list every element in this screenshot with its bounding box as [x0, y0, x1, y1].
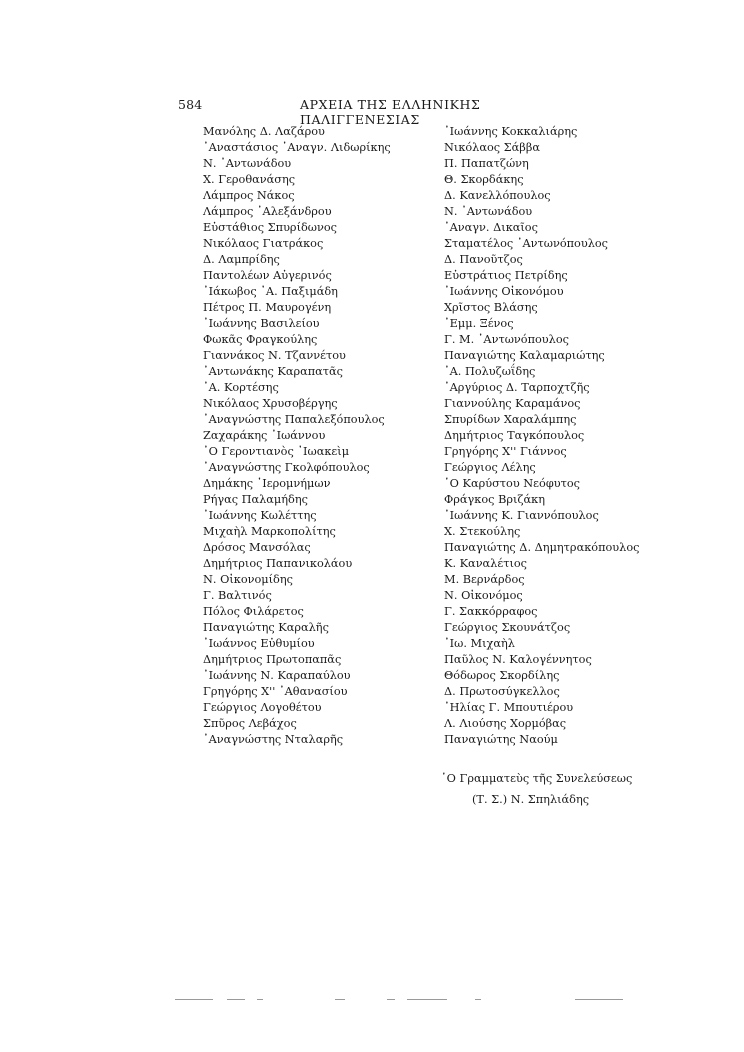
- signatory-name: Λάμπρος Νάκος: [203, 189, 295, 202]
- signatory-name: Δ. Πανοῦτζος: [444, 253, 523, 266]
- signatory-name: Φωκᾶς Φραγκούλης: [203, 333, 318, 346]
- signatory-name: Δημάκης ῾Ιερομνήμων: [203, 477, 331, 490]
- signatory-name: ᾿Ιωάννης Κοκκαλιάρης: [444, 125, 578, 138]
- signatory-name: ᾿Α. Κορτέσης: [203, 381, 279, 394]
- signatory-name: Δημήτριος Ταγκόπουλος: [444, 429, 585, 442]
- signatory-name: Χ. Στεκούλης: [444, 525, 521, 538]
- signatory-name: Δ. Κανελλόπουλος: [444, 189, 551, 202]
- signatory-name: Δημήτριος Πρωτοπαπᾶς: [203, 653, 342, 666]
- signatory-name: Δ. Πρωτοσύγκελλος: [444, 685, 560, 698]
- signatory-name: ᾿Αναγνώστης Παπαλεξόπουλος: [203, 413, 385, 426]
- signatory-name: ᾿Ιωάννης Οἰκονόμου: [444, 285, 564, 298]
- signatory-name: Παντολέων Αὐγερινός: [203, 269, 332, 282]
- signatory-name: Εὐστράτιος Πετρίδης: [444, 269, 568, 282]
- signatory-name: Ζαχαράκης ᾿Ιωάννου: [203, 429, 326, 442]
- signatory-name: Ν. ᾿Αντωνάδου: [203, 157, 292, 170]
- signatory-name: Γεώργιος Λέλης: [444, 461, 536, 474]
- signatory-name: Παναγιώτης Δ. Δημητρακόπουλος: [444, 541, 640, 554]
- signatory-name: Σπυρίδων Χαραλάμπης: [444, 413, 577, 426]
- signatory-name: ᾿Ιωάννος Εὐθυμίου: [203, 637, 315, 650]
- secretary-name: (Τ. Σ.) Ν. Σπηλιάδης: [472, 793, 590, 806]
- signatory-name: Ρήγας Παλαμήδης: [203, 493, 308, 506]
- signatory-name: Γ. Σακκόρραφος: [444, 605, 538, 618]
- signatory-name: Νικόλαος Γιατράκος: [203, 237, 324, 250]
- signatory-name: Σταματέλος ᾿Αντωνόπουλος: [444, 237, 609, 250]
- signatory-name: Μανόλης Δ. Λαζάρου: [203, 125, 325, 138]
- signatory-name: ᾿Ο Γεροντιανὸς ᾿Ιωακεὶμ: [203, 445, 350, 458]
- signatory-name: Δρόσος Μανσόλας: [203, 541, 311, 554]
- signatory-name: Κ. Καναλέτιος: [444, 557, 528, 570]
- signatory-name: Χ. Γεροθανάσης: [203, 173, 296, 186]
- signatory-name: ᾿Ιάκωβος ᾿Α. Παξιμάδη: [203, 285, 338, 298]
- signatory-name: Δ. Λαμπρίδης: [203, 253, 280, 266]
- signatories-left-column: [203, 124, 391, 748]
- signatory-name: Ν. Οἰκονόμος: [444, 589, 523, 602]
- signatories-right-column: [444, 124, 639, 748]
- signatory-name: Θ. Σκορδάκης: [444, 173, 524, 186]
- signatory-name: Γεώργιος Σκουνάτζος: [444, 621, 571, 634]
- scan-edge-marks: [175, 998, 625, 1002]
- signatory-name: Πόλος Φιλάρετος: [203, 605, 304, 618]
- signatory-name: Γ. Μ. ᾿Αντωνόπουλος: [444, 333, 569, 346]
- signatory-name: ῾Ο Καρύστου Νεόφυτος: [444, 477, 580, 490]
- signatory-name: Νικόλαος Χρυσοβέργης: [203, 397, 338, 410]
- signatory-name: ᾿Αντωνάκης Καραπατᾶς: [203, 365, 343, 378]
- signatory-name: Χρῖστος Βλάσης: [444, 301, 538, 314]
- signatory-name: Δημήτριος Παπανικολάου: [203, 557, 353, 570]
- signatory-name: ᾿Αναστάσιος ᾿Αναγν. Λιδωρίκης: [203, 141, 391, 154]
- signatory-name: Λάμπρος ᾿Αλεξάνδρου: [203, 205, 332, 218]
- signatory-name: Νικόλαος Σάββα: [444, 141, 540, 154]
- signatory-name: Ν. ᾿Αντωνάδου: [444, 205, 533, 218]
- signatory-name: ᾿Ηλίας Γ. Μπουτιέρου: [444, 701, 574, 714]
- signatory-name: Γρηγόρης Χ'' ᾿Αθανασίου: [203, 685, 348, 698]
- signatory-name: ᾿Αναγν. Δικαῖος: [444, 221, 538, 234]
- signatory-name: Γεώργιος Λογοθέτου: [203, 701, 322, 714]
- signatory-name: ᾿Ιωάννης Κ. Γιαννόπουλος: [444, 509, 599, 522]
- signatory-name: ᾿Ιωάννης Βασιλείου: [203, 317, 320, 330]
- signatory-name: Παναγιώτης Καλαμαριώτης: [444, 349, 605, 362]
- signatory-name: Παναγιώτης Ναούμ: [444, 733, 558, 746]
- signatory-name: ᾿Αναγνώστης Γκολφόπουλος: [203, 461, 370, 474]
- signatory-name: Π. Παπατζώνη: [444, 157, 529, 170]
- secretary-title: ῾Ο Γραμματεὺς τῆς Συνελεύσεως: [441, 772, 633, 785]
- signatory-name: Γρηγόρης Χ'' Γιάννος: [444, 445, 567, 458]
- signatory-name: ᾿Ιω. Μιχαὴλ: [444, 637, 515, 650]
- signatory-name: Μιχαὴλ Μαρκοπολίτης: [203, 525, 336, 538]
- running-title: ΑΡΧΕΙΑ ΤΗΣ ΕΛΛΗΝΙΚΗΣ ΠΑΛΙΓΓΕΝΕΣΙΑΣ: [300, 97, 481, 127]
- signatory-name: ᾿Αργύριος Δ. Ταρποχτζῆς: [444, 381, 590, 394]
- signatory-name: ᾿Ιωάννης Ν. Καραπαύλου: [203, 669, 351, 682]
- signatory-name: Παναγιώτης Καραλῆς: [203, 621, 329, 634]
- signatory-name: Ν. Οἰκονομίδης: [203, 573, 293, 586]
- signatory-name: Εὐστάθιος Σπυρίδωνος: [203, 221, 338, 234]
- signatory-name: Φράγκος Βριζάκη: [444, 493, 546, 506]
- signatory-name: Γιαννάκος Ν. Τζαννέτου: [203, 349, 346, 362]
- signatory-name: Θόδωρος Σκορδίλης: [444, 669, 560, 682]
- signatory-name: ᾿Α. Πολυζωΐδης: [444, 365, 536, 378]
- signatory-name: Σπῦρος Λεβάχος: [203, 717, 297, 730]
- page-number: 584: [178, 97, 203, 112]
- signatory-name: ᾿Αναγνώστης Νταλαρῆς: [203, 733, 344, 746]
- signatory-name: Γιαννούλης Καραμάνος: [444, 397, 581, 410]
- signatory-name: Πέτρος Π. Μαυρογένη: [203, 301, 332, 314]
- signatory-name: Μ. Βερνάρδος: [444, 573, 525, 586]
- signatory-name: Παῦλος Ν. Καλογέννητος: [444, 653, 592, 666]
- signatory-name: Γ. Βαλτινός: [203, 589, 272, 602]
- signatory-name: ᾿Εμμ. Ξένος: [444, 317, 514, 330]
- page-header: [178, 97, 598, 127]
- signatory-name: ᾿Ιωάννης Κωλέττης: [203, 509, 317, 522]
- signatory-name: Λ. Λιούσης Χορμόβας: [444, 717, 567, 730]
